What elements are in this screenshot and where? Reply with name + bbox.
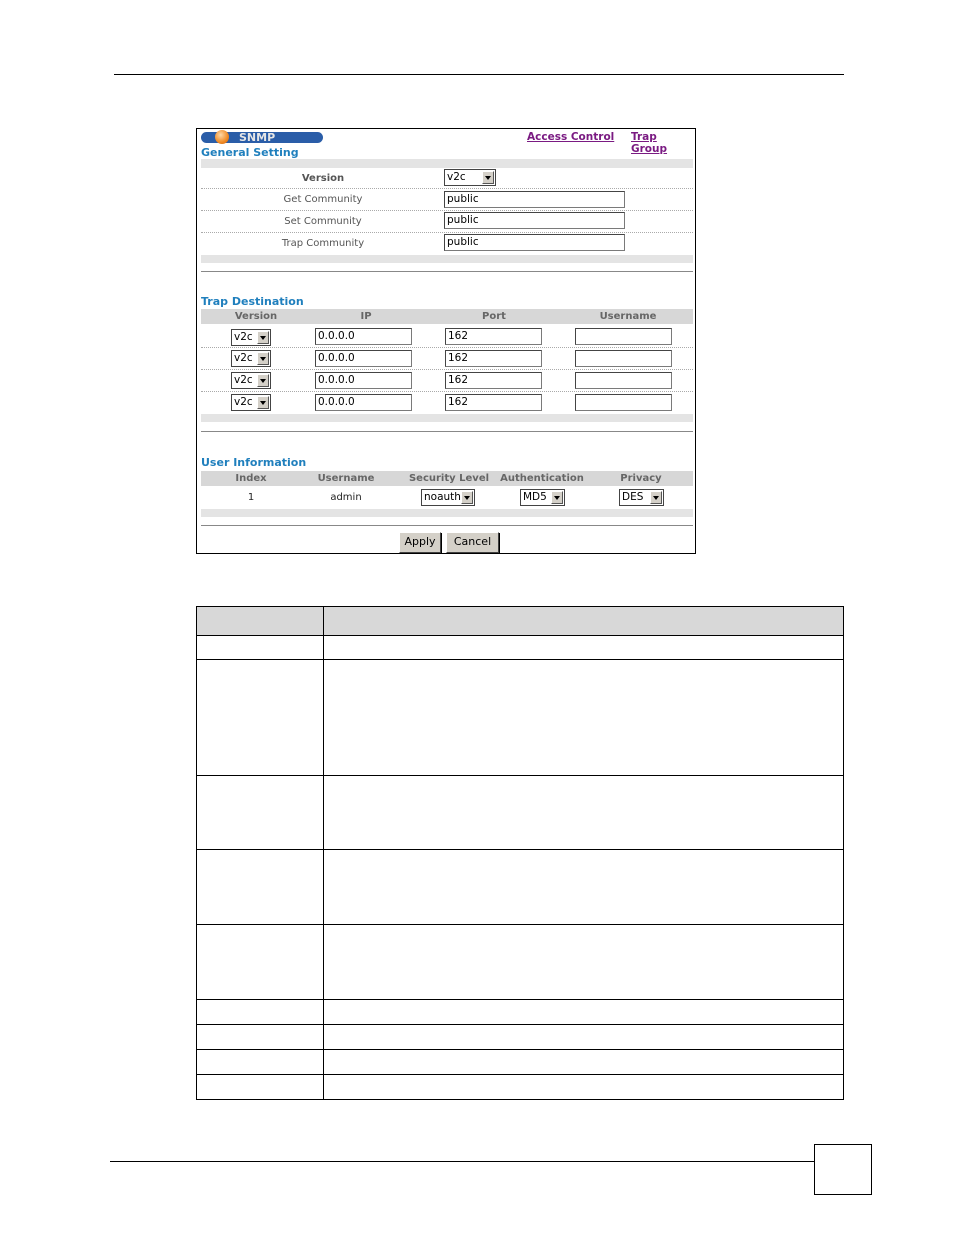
user-bottom-band [201,509,693,517]
trap-version-value: v2c [234,331,253,343]
trap-group-link[interactable]: Trap Group [631,131,668,155]
security-level-value: noauth [424,491,461,503]
trap-community-input[interactable]: public [444,234,625,251]
trap-row [201,392,693,413]
version-row [201,168,693,189]
get-community-input[interactable]: public [444,191,625,208]
snmp-panel [196,128,696,554]
trap-port-input[interactable]: 162 [445,394,542,411]
col-security-level: Security Level [408,473,490,484]
snmp-title: SNMP [239,131,276,144]
user-information-header [201,471,693,486]
set-community-input[interactable]: public [444,212,625,229]
privacy-value: DES [622,491,644,503]
chevron-down-icon [482,171,494,184]
trap-port-input[interactable]: 162 [445,350,542,367]
chevron-down-icon [551,491,563,504]
access-control-link[interactable]: Access Control [527,131,615,143]
version-select[interactable] [444,169,496,186]
col-authentication: Authentication [500,473,584,484]
table-row [197,1024,843,1050]
col-user-username: Username [317,473,375,484]
trap-row [201,370,693,392]
separator [201,431,693,432]
authentication-value: MD5 [523,491,547,503]
trap-port-input[interactable]: 162 [445,328,542,345]
trap-community-label: Trap Community [281,238,365,249]
trap-row [201,348,693,370]
user-username: admin [330,492,362,503]
table-row [197,775,843,850]
col-port: Port [482,311,506,322]
separator [201,525,693,526]
chevron-down-icon [461,491,473,504]
col-index: Index [235,473,267,484]
user-row [201,487,693,509]
general-top-band [201,159,693,168]
user-index: 1 [247,492,255,503]
general-setting-title: General Setting [201,146,299,159]
table-row [197,849,843,925]
header-rule [114,74,844,75]
trap-ip-input[interactable]: 0.0.0.0 [315,394,412,411]
chevron-down-icon [257,352,269,365]
get-community-label: Get Community [283,194,363,205]
chevron-down-icon [650,491,662,504]
separator [201,271,693,272]
trap-destination-header [201,309,693,324]
page-number-box [814,1144,872,1195]
chevron-down-icon [257,331,269,344]
table-header-row [197,607,843,635]
set-community-row [201,211,693,233]
trap-destination-title: Trap Destination [201,295,304,308]
trap-version-value: v2c [234,374,253,386]
col-version: Version [234,311,278,322]
version-select-value: v2c [447,171,466,183]
trap-community-row [201,233,693,254]
trap-username-input[interactable] [575,372,672,389]
description-table [196,606,844,1100]
table-row [197,659,843,776]
col-privacy: Privacy [620,473,662,484]
set-community-label: Set Community [284,216,362,227]
trap-ip-input[interactable]: 0.0.0.0 [315,372,412,389]
table-row [197,1049,843,1075]
security-level-select[interactable] [421,489,475,506]
trap-ip-input[interactable]: 0.0.0.0 [315,350,412,367]
trap-username-input[interactable] [575,394,672,411]
trap-row [201,326,693,348]
trap-port-input[interactable]: 162 [445,372,542,389]
table-column-divider [323,607,324,1099]
cancel-button[interactable]: Cancel [446,532,499,553]
get-community-row [201,189,693,211]
trap-version-select[interactable] [231,372,271,389]
table-row [197,1074,843,1100]
col-username: Username [599,311,657,322]
trap-version-select[interactable] [231,394,271,411]
trap-bottom-band [201,414,693,422]
apply-button[interactable]: Apply [399,532,441,553]
authentication-select[interactable] [520,489,565,506]
trap-version-value: v2c [234,352,253,364]
trap-version-select[interactable] [231,350,271,367]
table-row [197,999,843,1025]
trap-version-select[interactable] [231,329,271,346]
user-information-title: User Information [201,456,307,469]
footer-rule [110,1161,814,1162]
trap-ip-input[interactable]: 0.0.0.0 [315,328,412,345]
trap-username-input[interactable] [575,350,672,367]
table-row [197,635,843,660]
chevron-down-icon [257,374,269,387]
general-bottom-band [201,255,693,263]
snmp-title-icon [215,130,229,144]
version-label: Version [301,173,345,184]
chevron-down-icon [257,396,269,409]
snmp-title-bar [201,132,323,143]
privacy-select[interactable] [619,489,664,506]
trap-username-input[interactable] [575,328,672,345]
trap-version-value: v2c [234,396,253,408]
table-row [197,924,843,1000]
col-ip: IP [360,311,372,322]
